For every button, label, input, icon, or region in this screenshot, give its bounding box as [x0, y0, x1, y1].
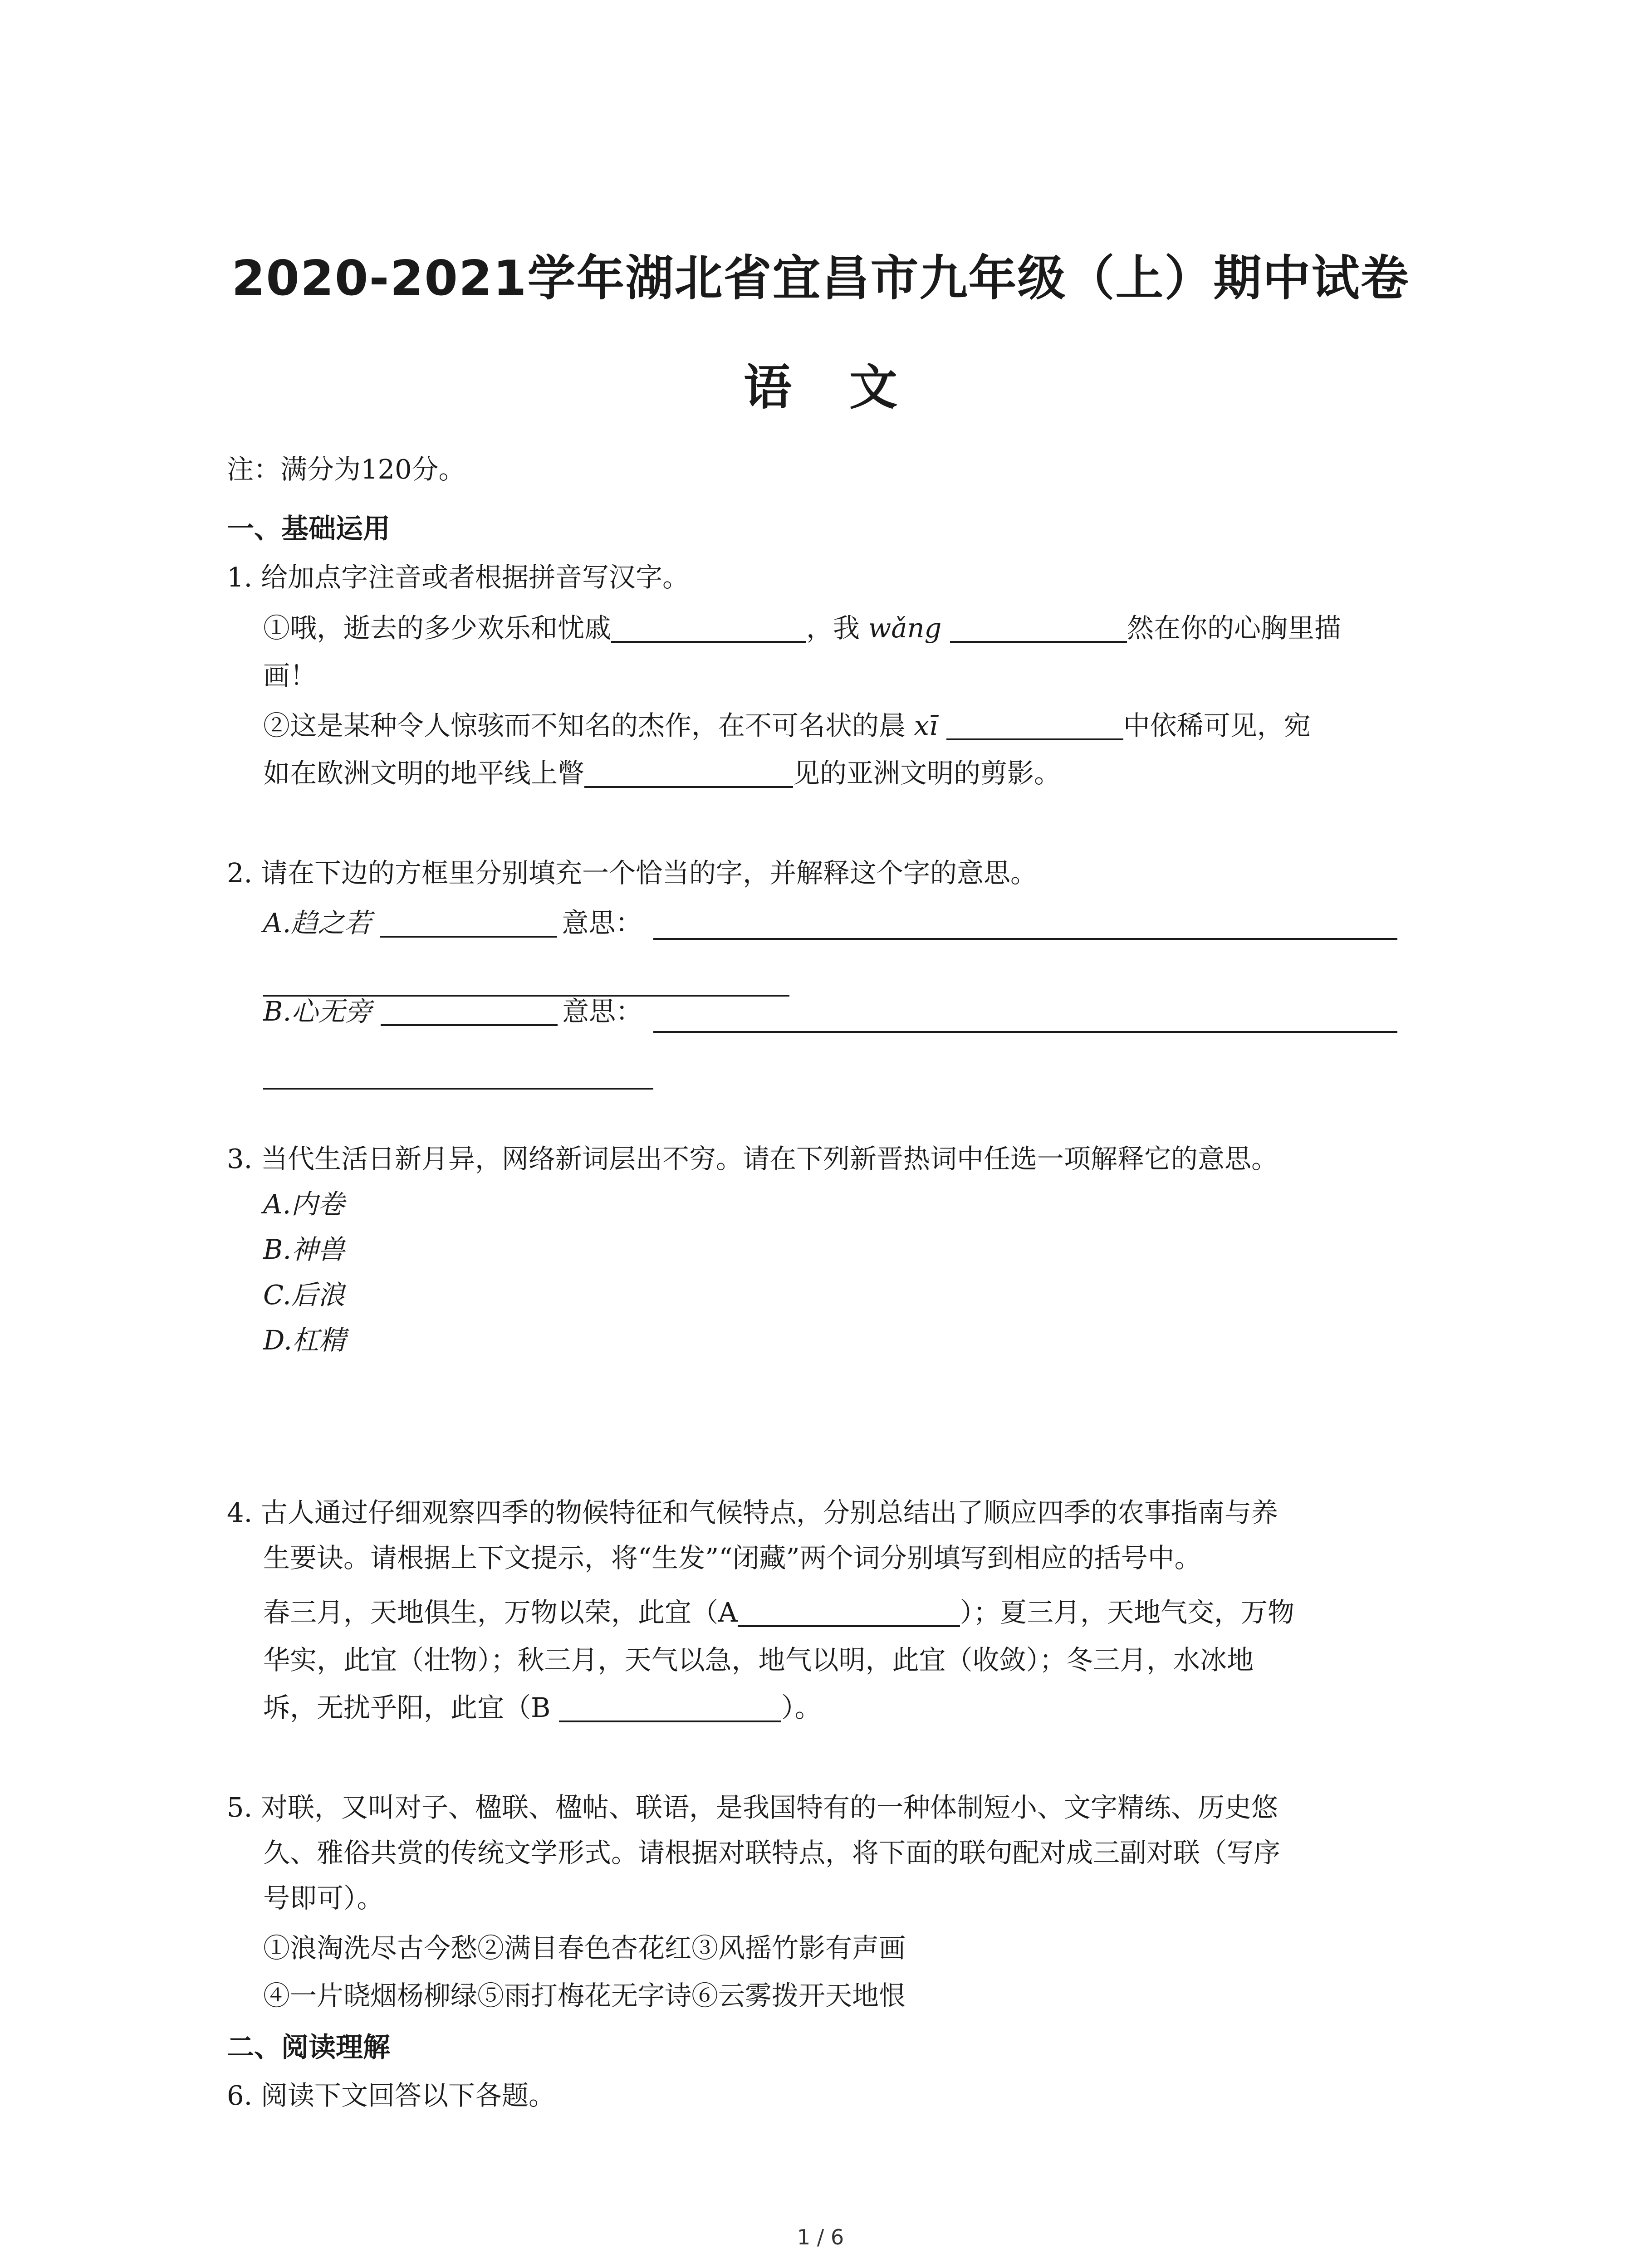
q3-stem: 3. 当代生活日新月异，网络新词层出不穷。请在下列新晋热词中任选一项解释它的意思。	[227, 1143, 1279, 1174]
q3-option-a: A.内卷	[263, 1188, 345, 1220]
page-title: 2020-2021学年湖北省宜昌市九年级（上）期中试卷	[231, 250, 1410, 306]
answer-blank[interactable]	[381, 998, 558, 1026]
meaning-label: 意思：	[562, 996, 643, 1027]
q1-line-4	[263, 758, 1061, 790]
q1-text: ②这是某种令人惊骇而不知名的杰作，在不可名状的晨	[263, 710, 906, 741]
q2-option-b: B.心无旁	[263, 996, 372, 1027]
q3-option-d: D.杠精	[263, 1325, 346, 1356]
q5-line-1: 5. 对联，又叫对子、楹联、楹帖、联语，是我国特有的一种体制短小、文字精练、历史悠	[227, 1792, 1279, 1823]
section-heading-basic: 一、基础运用	[227, 513, 390, 545]
q4-text: 坼，无扰乎阳，此宜（B	[263, 1692, 551, 1723]
q1-text: 然在你的心胸里描	[1127, 612, 1342, 644]
q3-option-c: C.后浪	[263, 1279, 345, 1310]
answer-blank[interactable]	[380, 909, 557, 938]
q4-text: ）；夏三月，天地气交，万物	[960, 1597, 1295, 1628]
page-number: 1 / 6	[797, 2225, 844, 2249]
q6-stem: 6. 阅读下文回答以下各题。	[227, 2080, 556, 2111]
q4-line-1: 4. 古人通过仔细观察四季的物候特征和气候特点，分别总结出了顺应四季的农事指南与养	[227, 1497, 1279, 1528]
q5-line-3: 号即可）。	[263, 1882, 384, 1914]
q1-text: 如在欧洲文明的地平线上瞥	[263, 758, 585, 789]
answer-blank[interactable]	[946, 712, 1123, 740]
q1-line-3	[263, 710, 1311, 742]
answer-line[interactable]	[653, 1031, 1397, 1033]
answer-blank[interactable]	[611, 615, 806, 643]
q4-line-3	[263, 1597, 1294, 1629]
q3-option-b: B.神兽	[263, 1234, 345, 1265]
answer-blank[interactable]	[559, 1694, 781, 1722]
subject-title: 语 文	[744, 360, 897, 415]
q5-line-4: ①浪淘洗尽古今愁②满目春色杏花红③风摇竹影有声画	[263, 1932, 906, 1964]
q4-text: ）。	[781, 1692, 822, 1723]
pinyin: wǎng	[868, 612, 942, 644]
q4-line-2: 生要诀。请根据上下文提示，将“生发”“闭藏”两个词分别填写到相应的括号中。	[263, 1542, 1201, 1574]
q2-option-a: A.趋之若	[263, 907, 372, 938]
answer-blank[interactable]	[584, 760, 793, 788]
q1-text: ，我	[806, 612, 860, 644]
q5-line-2: 久、雅俗共赏的传统文学形式。请根据对联特点，将下面的联句配对成三副对联（写序	[263, 1837, 1281, 1868]
q2-line-a	[263, 907, 642, 939]
q2-line-b	[263, 996, 642, 1028]
q4-text: 春三月，天地俱生，万物以荣，此宜（A	[263, 1597, 738, 1628]
q4-line-4: 华实，此宜（壮物）；秋三月，天气以急，地气以明，此宜（收敛）；冬三月，水冰地	[263, 1644, 1254, 1676]
q1-line-2: 画！	[263, 660, 317, 691]
answer-blank[interactable]	[950, 615, 1127, 643]
answer-line[interactable]	[653, 938, 1397, 940]
meaning-label: 意思：	[562, 907, 642, 938]
answer-line[interactable]	[263, 1088, 653, 1090]
section-heading-reading: 二、阅读理解	[227, 2032, 390, 2063]
q1-stem: 1. 给加点字注音或者根据拼音写汉字。	[227, 562, 690, 593]
q1-text: 中依稀可见，宛	[1123, 710, 1311, 741]
q4-line-5	[263, 1692, 822, 1724]
q5-line-5: ④一片晓烟杨柳绿⑤雨打梅花无字诗⑥云雾拨开天地恨	[263, 1980, 906, 2011]
q1-text: ①哦，逝去的多少欢乐和忧戚	[263, 612, 612, 644]
pinyin: xī	[914, 710, 938, 741]
score-note: 注：满分为120分。	[227, 454, 465, 485]
answer-blank[interactable]	[738, 1599, 960, 1627]
q2-stem: 2. 请在下边的方框里分别填充一个恰当的字，并解释这个字的意思。	[227, 857, 1038, 889]
q1-text: 见的亚洲文明的剪影。	[793, 758, 1061, 789]
q1-line-1	[263, 612, 1341, 645]
